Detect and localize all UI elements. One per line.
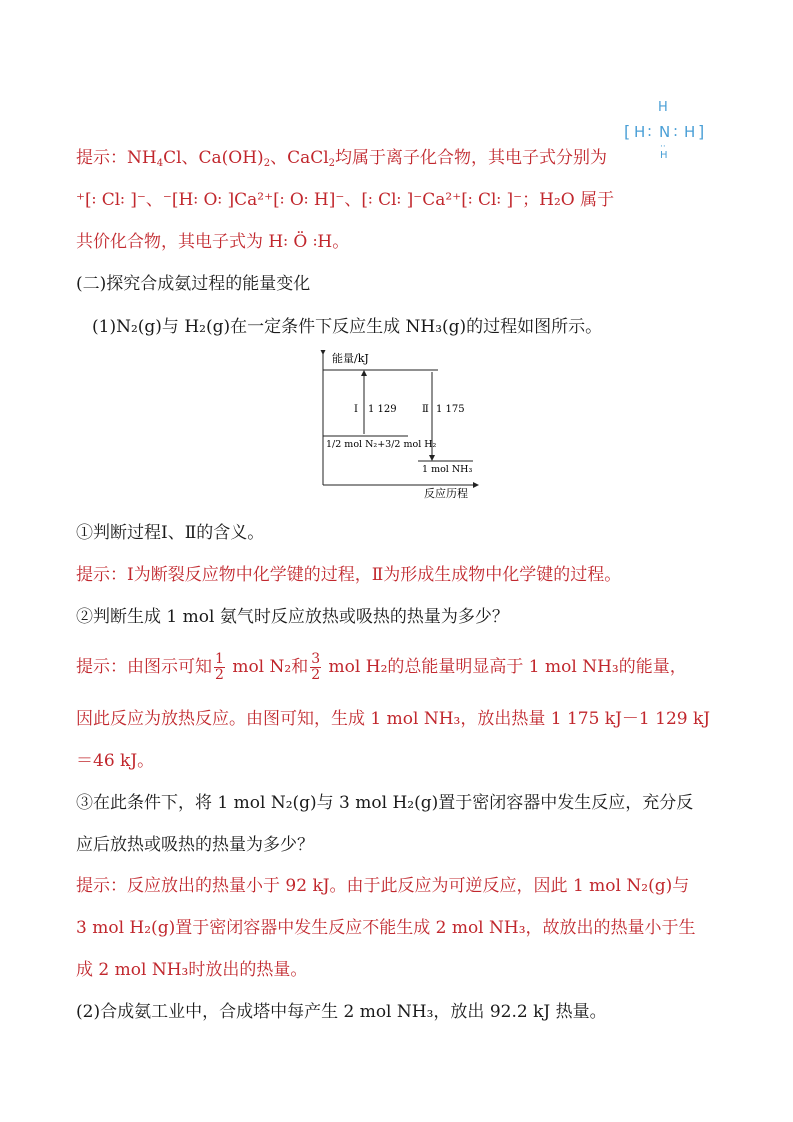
- question-2: ②判断生成 1 mol 氨气时反应放热或吸热的热量为多少？: [76, 607, 509, 627]
- x-axis-label: 反应历程: [424, 487, 468, 500]
- process-2-value: 1 175: [436, 404, 465, 415]
- fraction-three-halves: $\frac{3}{2}$: [311, 651, 321, 683]
- section-title: (二)探究合成氨过程的能量变化: [76, 274, 311, 294]
- question-3-line1: ③在此条件下，将 1 mol N₂(g)与 3 mol H₂(g)置于密闭容器中发生反应，充分反: [76, 793, 694, 813]
- q1-intro: (1)N₂(g)与 H₂(g)在一定条件下反应生成 NH₃(g)的过程如图所示。: [92, 317, 603, 337]
- fraction-half: $\frac{1}{2}$: [215, 651, 224, 683]
- y-axis-label: 能量/kJ: [332, 352, 369, 365]
- answer-3-line2: 3 mol H₂(g)置于密闭容器中发生反应不能生成 2 mol NH₃，故放出的热量小于生: [76, 918, 696, 938]
- nh3-h-bottom: H: [660, 150, 668, 161]
- nh3-n: N: [659, 123, 671, 141]
- process-1-value: 1 129: [368, 404, 397, 415]
- question-part-2: (2)合成氨工业中，合成塔中每产生 2 mol NH₃，放出 92.2 kJ 热量。: [76, 1002, 607, 1022]
- answer-1: 提示：Ⅰ为断裂反应物中化学键的过程，Ⅱ为形成生成物中化学键的过程。: [76, 565, 622, 585]
- energy-diagram: [318, 350, 480, 500]
- process-1-label: Ⅰ: [354, 404, 358, 415]
- question-1: ①判断过程Ⅰ、Ⅱ的含义。: [76, 523, 265, 543]
- hint1-line2: ⁺[꞉ Cl꞉ ]⁻、⁻[H꞉ O꞉ ]Ca²⁺[꞉ O꞉ H]⁻、[꞉ Cl꞉ ]⁻Ca²⁺[꞉ Cl꞉ ]⁻；H₂O 属于: [76, 190, 615, 210]
- answer-2-line1: 提示：由图示可知 $\frac{1}{2}$ mol N₂和 $\frac{3}{2}$ mol H₂的总能量明显高于 1 mol NH₃的能量，: [76, 651, 687, 683]
- nh3-bracket-close: ]: [698, 122, 705, 141]
- hint1-line1: 提示：$NH_4Cl$、$Ca(OH)_2$、CaCl$_2$均属于离子化合物，其电子式分别为: [76, 148, 608, 169]
- reactant-label: 1/2 mol N₂+3/2 mol H₂: [326, 439, 437, 450]
- product-label: 1 mol NH₃: [422, 464, 473, 475]
- answer-2-line2: 因此反应为放热反应。由图可知，生成 1 mol NH₃，放出热量 1 175 kJ－1 129 kJ: [76, 709, 711, 729]
- answer-3-line3: 成 2 mol NH₃时放出的热量。: [76, 960, 308, 980]
- nh3-electron-formula: H [ H ꞉ N ꞉ H ] ⋅⋅ H: [624, 100, 705, 161]
- process-2-label: Ⅱ: [422, 404, 429, 415]
- answer-3-line1: 提示：反应放出的热量小于 92 kJ。由于此反应为可逆反应，因此 1 mol N₂(g)与: [76, 876, 690, 896]
- question-3-line2: 应后放热或吸热的热量为多少？: [76, 835, 314, 855]
- answer-2-line3: ＝46 kJ。: [76, 751, 155, 771]
- hint1-line3: 共价化合物，其电子式为 H꞉ Ö ꞉H。: [76, 232, 350, 252]
- nh3-bracket-open: [: [624, 122, 631, 141]
- nh3-h-right: H: [684, 123, 696, 141]
- nh3-h-left: H: [634, 123, 646, 141]
- nh3-h-top: H: [658, 100, 668, 115]
